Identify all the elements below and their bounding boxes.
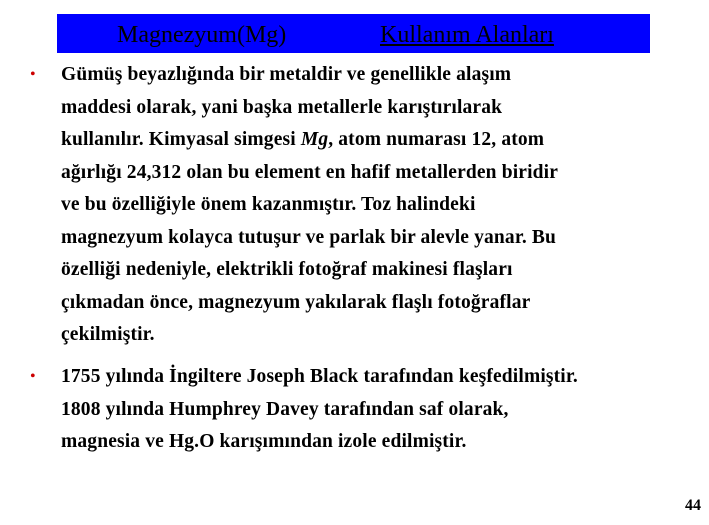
text-line: Gümüş beyazlığında bir metaldir ve genellikle alaşım xyxy=(61,64,512,85)
slide-title: Magnezyum(Mg) xyxy=(117,22,287,48)
text-line: magnesia ve Hg.O karışımından izole edilmiştir. xyxy=(61,431,467,452)
bullet-item-1 xyxy=(30,59,700,359)
text-line: çekilmiştir. xyxy=(61,324,155,345)
text-line: maddesi olarak, yani başka metallerle karıştırılarak xyxy=(61,96,503,118)
usage-areas-link[interactable]: Kullanım Alanları xyxy=(380,22,554,48)
page-number: 44 xyxy=(685,497,701,514)
text-line: 1808 yılında Humphrey Davey tarafından saf olarak, xyxy=(61,398,509,420)
bullet-marker: • xyxy=(30,368,36,385)
text-line: ve bu özelliğiyle önem kazanmıştır. Toz halindeki xyxy=(61,194,476,215)
text-line: ağırlığı 24,312 olan bu element en hafif metallerden biridir xyxy=(61,161,559,183)
text-line: çıkmadan önce, magnezyum yakılarak flaşlı fotoğraflar xyxy=(61,291,531,313)
chemical-symbol: Mg xyxy=(300,129,329,150)
title-bar xyxy=(57,14,650,53)
text-line: kullanılır. Kimyasal simgesi Mg, atom numarası 12, atom xyxy=(61,129,545,150)
bullet-text-1 xyxy=(61,59,691,352)
bullet-text-2 xyxy=(61,361,691,459)
bullet-item-2 xyxy=(30,361,700,461)
text-line: 1755 yılında İngiltere Joseph Black tarafından keşfedilmiştir. xyxy=(61,366,578,387)
text-line: magnezyum kolayca tutuşur ve parlak bir alevle yanar. Bu xyxy=(61,226,557,248)
bullet-marker: • xyxy=(30,66,36,83)
text-line: özelliği nedeniyle, elektrikli fotoğraf makinesi flaşları xyxy=(61,259,513,280)
